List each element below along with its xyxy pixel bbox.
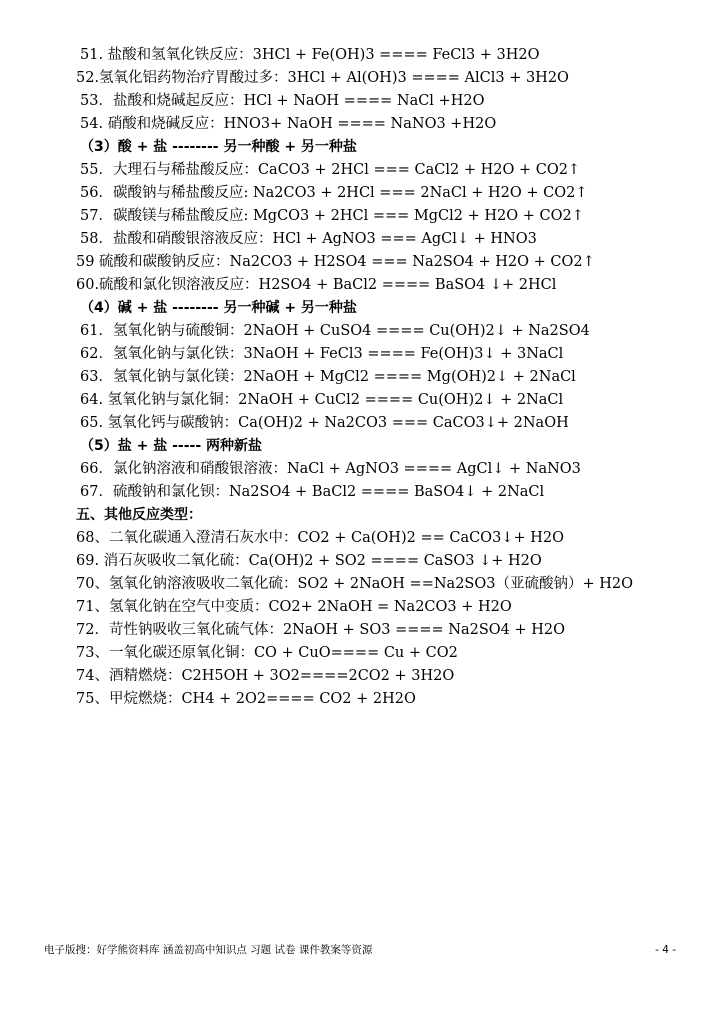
- equation-line: 60.硫酸和氯化钡溶液反应：H2SO4 + BaCl2 ==== BaSO4 ↓+ 2HCl: [76, 277, 557, 293]
- equation-line: 55．大理石与稀盐酸反应：CaCO3 + 2HCl === CaCl2 + H2O + CO2↑: [80, 162, 581, 178]
- equation-line: 61．氢氧化钠与硫酸铜：2NaOH + CuSO4 ==== Cu(OH)2↓ + Na2SO4: [80, 323, 590, 339]
- equation-line: 56．碳酸钠与稀盐酸反应: Na2CO3 + 2HCl === 2NaCl + H2O + CO2↑: [80, 185, 588, 201]
- page-number: - 4 -: [655, 944, 676, 956]
- equation-line: 57．碳酸镁与稀盐酸反应: MgCO3 + 2HCl === MgCl2 + H2O + CO2↑: [80, 208, 584, 224]
- equation-line: 72．苛性钠吸收三氧化硫气体：2NaOH + SO3 ==== Na2SO4 + H2O: [76, 622, 565, 638]
- equation-line: 63．氢氧化钠与氯化镁：2NaOH + MgCl2 ==== Mg(OH)2↓ + 2NaCl: [80, 369, 576, 385]
- equation-line: 69. 消石灰吸收二氧化硫：Ca(OH)2 + SO2 ==== CaSO3 ↓+ H2O: [76, 553, 542, 569]
- equation-line: 68、二氧化碳通入澄清石灰水中：CO2 + Ca(OH)2 == CaCO3↓+ H2O: [76, 530, 564, 546]
- equation-line: 73、一氧化碳还原氧化铜：CO + CuO==== Cu + CO2: [76, 645, 458, 661]
- equation-line: 71、氢氧化钠在空气中变质：CO2+ 2NaOH = Na2CO3 + H2O: [76, 599, 512, 615]
- equation-line: 67．硫酸钠和氯化钡：Na2SO4 + BaCl2 ==== BaSO4↓ + 2NaCl: [80, 484, 545, 500]
- footer-source-text: 电子版搜：好学熊资料库 涵盖初高中知识点 习题 试卷 课件教案等资源: [44, 944, 373, 956]
- equation-line: 53．盐酸和烧碱起反应：HCl + NaOH ==== NaCl +H2O: [80, 93, 485, 109]
- document-body: [0, 44, 720, 711]
- section-heading: （5）盐 + 盐 ----- 两种新盐: [80, 438, 263, 454]
- equation-line: 52.氢氧化铝药物治疗胃酸过多：3HCl + Al(OH)3 ==== AlCl3 + 3H2O: [76, 70, 569, 86]
- section-heading: （3）酸 + 盐 -------- 另一种酸 + 另一种盐: [80, 139, 357, 155]
- equation-line: 58．盐酸和硝酸银溶液反应：HCl + AgNO3 === AgCl↓ + HNO3: [80, 231, 537, 247]
- equation-line: 59 硫酸和碳酸钠反应：Na2CO3 + H2SO4 === Na2SO4 + H2O + CO2↑: [76, 254, 595, 270]
- equation-line: 75、甲烷燃烧：CH4 + 2O2==== CO2 + 2H2O: [76, 691, 416, 707]
- section-heading: （4）碱 + 盐 -------- 另一种碱 + 另一种盐: [80, 300, 357, 316]
- equation-line: 51. 盐酸和氢氧化铁反应：3HCl + Fe(OH)3 ==== FeCl3 + 3H2O: [80, 47, 540, 63]
- section-heading: 五、其他反应类型：: [76, 507, 202, 523]
- equation-line: 62．氢氧化钠与氯化铁：3NaOH + FeCl3 ==== Fe(OH)3↓ + 3NaCl: [80, 346, 564, 362]
- page-footer: [44, 940, 676, 960]
- equation-line: 70、氢氧化钠溶液吸收二氧化硫：SO2 + 2NaOH ==Na2SO3（亚硫酸钠）+ H2O: [76, 576, 633, 592]
- equation-line: 64. 氢氧化钠与氯化铜：2NaOH + CuCl2 ==== Cu(OH)2↓ + 2NaCl: [80, 392, 564, 408]
- equation-line: 54. 硝酸和烧碱反应：HNO3+ NaOH ==== NaNO3 +H2O: [80, 116, 497, 132]
- equation-line: 66．氯化钠溶液和硝酸银溶液：NaCl + AgNO3 ==== AgCl↓ + NaNO3: [80, 461, 581, 477]
- equation-line: 65. 氢氧化钙与碳酸钠：Ca(OH)2 + Na2CO3 === CaCO3↓+ 2NaOH: [80, 415, 569, 431]
- equation-line: 74、酒精燃烧：C2H5OH + 3O2====2CO2 + 3H2O: [76, 668, 455, 684]
